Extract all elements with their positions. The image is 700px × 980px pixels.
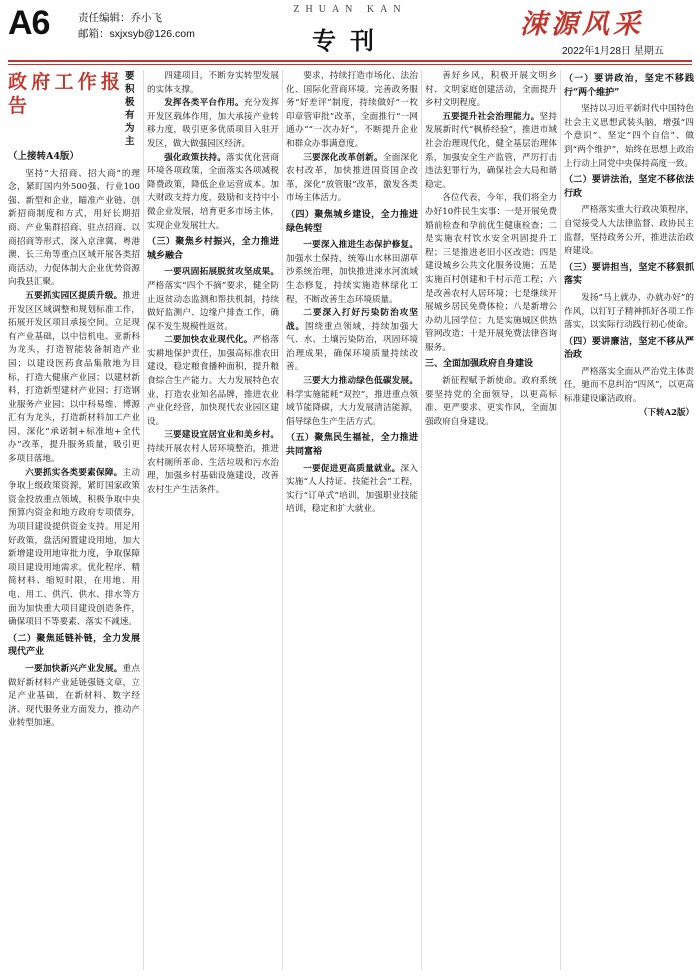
paragraph: 充分发挥开发区载体作用，加大承接产业转移力度，吸引更多优质项目入驻开发区，做大做强园区经济。 xyxy=(147,98,279,149)
column-2 xyxy=(147,70,279,970)
section-heading: （四）聚焦城乡建设，全力推进绿色转型 xyxy=(286,209,418,234)
subhead-inline: 六要抓实各类要素保障。 xyxy=(25,467,123,478)
page-number: A6 xyxy=(8,4,50,42)
page-header xyxy=(0,0,700,62)
header-rule-thin xyxy=(8,64,692,65)
paragraph: 各位代表，今年，我们将全力办好10件民生实事：一是开展免费婚前检查和孕前优生健康检查；二是实施农村饮水安全巩固提升工程；三是推进老旧小区改造；四是建设城乡公共文化服务设施；五是实施百村创建和千村示范工程；六是改善农村人居环境；七是继续开展城乡居民免费体检；八是新增公办幼儿园学位；九是实施城区供热管网改造；十是开展免费法律咨询服务。 xyxy=(425,193,557,353)
subhead-inline: 二要加快农业现代化。 xyxy=(164,335,253,346)
subhead-inline: 一要促进更高质量就业。 xyxy=(303,463,401,474)
paragraph: 要求，持续打造市场化、法治化、国际化营商环境。完善政务服务“好差评”制度，持续做好“一枚印章管审批”改革，全面推行“一网通办”“一次办好”，不断提升企业和群众办事满意度。 xyxy=(286,71,418,149)
subhead-inline: 一要深入推进生态保护修复。 xyxy=(303,240,418,251)
paragraph: 重点做好新材料产业延链强链文章，立足产业基础，在新材料、数字经济、现代服务业方面发力，推动产业转型加速。 xyxy=(8,663,140,729)
article-header xyxy=(8,70,140,148)
subhead-inline: 发挥各类平台作用。 xyxy=(164,98,244,109)
column-divider xyxy=(421,70,422,970)
section-heading: （五）聚焦民生福祉，全力推进共同富裕 xyxy=(286,433,418,458)
subhead-inline: 一要巩固拓展脱贫攻坚成果。 xyxy=(164,267,279,278)
section-heading: （一）要讲政治，坚定不移践行“两个维护” xyxy=(564,74,694,98)
paragraph: 严格落实全面从严治党主体责任，驰而不息纠治“四风”，以更高标准建设廉洁政府。 xyxy=(564,366,694,405)
section-heading: 三、全面加强政府自身建设 xyxy=(425,359,534,370)
paragraph: 加强水土保持，统筹山水林田湖草沙系统治理，加快推进涑水河流域生态修复，持续实施造林绿化工程，不断改善生态环境质量。 xyxy=(286,253,418,305)
section-heading: （二）要讲法治，坚定不移依法行政 xyxy=(564,175,694,199)
paragraph: 推进开发区区域调整和规划标准工作，拓展开发区项目承接空间。立足现有产业基础，以中信机电、亚新科为龙头，打造智能装备制造产业园；以建设医药食品集散地为目标，打造大健康产业园；以建材新料，打造新型建材产业园；打造钢业服务产业园；以中科易维、博源汇有为龙头，打造新材料加工产业园，深化“承诺制+标准地+全代办”改革，提升服务质量，吸引更多项目落地。 xyxy=(8,290,140,465)
subhead-inline: 三要深化改革创新。 xyxy=(303,152,383,163)
section-heading: （二）聚焦延链补链，全力发展现代产业 xyxy=(8,633,140,658)
continued-note: （下转A2版） xyxy=(638,407,694,418)
paragraph: 坚持以习近平新时代中国特色社会主义思想武装头脑，增强“四个意识”、坚定“四个自信”、做到“两个维护”，始终在思想上政治上行动上同党中央保持高度一致。 xyxy=(564,104,694,169)
email-line: 邮箱：sxjxsyb@126.com xyxy=(78,28,195,40)
paragraph: 落实优化营商环境各项政策，全面落实各项减税降费政策，降低企业运营成本。加大财政支持力度，鼓励和支持中小微企业发展，培育更多市场主体，实现企业发展壮大。 xyxy=(147,152,279,231)
column-divider xyxy=(282,70,283,970)
paragraph: 持续开展农村人居环境整治，推进农村厕所革命、生活垃圾和污水治理，加强乡村基础设施建设，改善农村生产生活条件。 xyxy=(147,444,279,495)
subhead-inline: 强化政策扶持。 xyxy=(164,152,227,163)
paragraph: 主动争取上级政策资源，紧盯国家政策资金投放重点领域，积极争取中央预算内资金和地方政府专项债券，为项目建设提供资金支持。用足用好政策，盘活闲置建设用地，加大新增建设用地审批力度，争取保障项目建设用地需求。优化程序、精简材料、缩短时限，在用地、用电、用工、供汽、供水、排水等方面为加快重大项目建设创造条件，确保项目不等要素、落实不减速。 xyxy=(8,467,140,628)
credits xyxy=(78,10,195,42)
paragraph: 四建项目，不断夯实转型发展的实体支撑。 xyxy=(147,71,279,95)
paragraph: 坚持发展新时代“枫桥经验”，推进市域社会治理现代化，健全基层治理体系，加强安全生产监管，严厉打击违法犯罪行为，确保社会大局和谐稳定。 xyxy=(425,111,557,190)
section-heading: （三）聚焦乡村振兴，全力推进城乡融合 xyxy=(147,237,279,261)
column-3 xyxy=(286,70,418,970)
paragraph: 深入实施“人人持证、技能社会”工程，实行“订单式”培训，加强职业技能培训，稳定和扩大就业。 xyxy=(286,463,418,515)
column-divider xyxy=(143,70,144,970)
section-cn: 专刊 xyxy=(312,26,388,55)
title-side-text: 要积极有为主 xyxy=(124,71,135,147)
column-divider xyxy=(560,70,561,970)
paragraph: 发扬“马上就办、办就办好”的作风，以钉钉子精神抓好各项工作落实，以实际行动践行初心使命。 xyxy=(564,292,694,331)
section-heading xyxy=(265,4,435,56)
section-en: ZHUAN KAN xyxy=(293,4,407,15)
paragraph: 坚持“大招商、招大商”的理念，紧盯国内外500强、行业100强、新型和企业，瞄准产业链、创新招商制度和方式，用好长期招商、产业集群招商、驻点招商、以商招商等形式，深入京津冀、粤港澳、长三角等重点区域开展各类招商活动，力促体制大企业优势资源向我县汇聚。 xyxy=(8,168,140,288)
header-rule xyxy=(8,60,692,62)
paragraph: 全面深化农村改革，加快推进国资国企改革，深化“放管服”改革，激发各类市场主体活力。 xyxy=(286,152,418,204)
subhead-inline: 五要抓实园区提质升级。 xyxy=(25,290,123,301)
subhead-inline: 三要建设宜居宜业和美乡村。 xyxy=(164,430,279,441)
subhead-inline: 三要大力推动绿色低碳发展。 xyxy=(303,376,418,387)
section-heading: （三）要讲担当，坚定不移狠抓落实 xyxy=(564,262,694,287)
paragraph: 善好乡风，积极开展文明乡村、文明家庭创建活动，全面提升乡村文明程度。 xyxy=(425,71,557,109)
editor-line: 责任编辑：乔小飞 xyxy=(78,12,162,24)
paragraph: 严格落实重大行政决策程序，自觉接受人大法律监督、政协民主监督，坚持政务公开，推进法治政府建设。 xyxy=(564,205,694,257)
article-title: 政府工作报告 xyxy=(8,71,121,117)
column-5 xyxy=(564,70,694,970)
section-heading: （四）要讲廉洁，坚定不移从严治政 xyxy=(564,336,694,361)
issue-date: 2022年1月28日 星期五 xyxy=(562,46,664,57)
article-subtitle: （上接转A4版） xyxy=(8,151,79,162)
paragraph: 严格落实“四个不摘”要求，健全防止返贫动态监测和帮扶机制，持续做好监测户、边缘户排查工作，确保不发生规模性返贫。 xyxy=(147,280,279,332)
subhead-inline: 五要提升社会治理能力。 xyxy=(442,111,540,122)
paragraph: 严格落实耕地保护责任，加强高标准农田建设，稳定粮食播种面积，提升粮食综合生产能力。大力发展特色农业，打造农业知名品牌，推进农业产业化经营，加快现代农业园区建设。 xyxy=(147,335,279,427)
column-1 xyxy=(8,70,140,970)
subhead-inline: 二要深入打好污染防治攻坚战。 xyxy=(286,308,418,332)
paragraph: 新征程赋予新使命。政府系统要坚持党的全面领导，以更高标准、更严要求、更实作风，全面加强政府自身建设。 xyxy=(425,376,557,427)
subhead-inline: 一要加快新兴产业发展。 xyxy=(25,663,123,674)
column-4 xyxy=(425,70,557,970)
paragraph: 围绕重点领域，持续加强大气、水、土壤污染防治，巩固环境治理成果，确保环境质量持续改善。 xyxy=(286,321,418,373)
brand-logo: 涑源风采 xyxy=(520,9,644,40)
paragraph: 科学实施能耗“双控”，推进重点领域节能降碳，大力发展清洁能源，倡导绿色生产生活方式。 xyxy=(286,389,418,427)
